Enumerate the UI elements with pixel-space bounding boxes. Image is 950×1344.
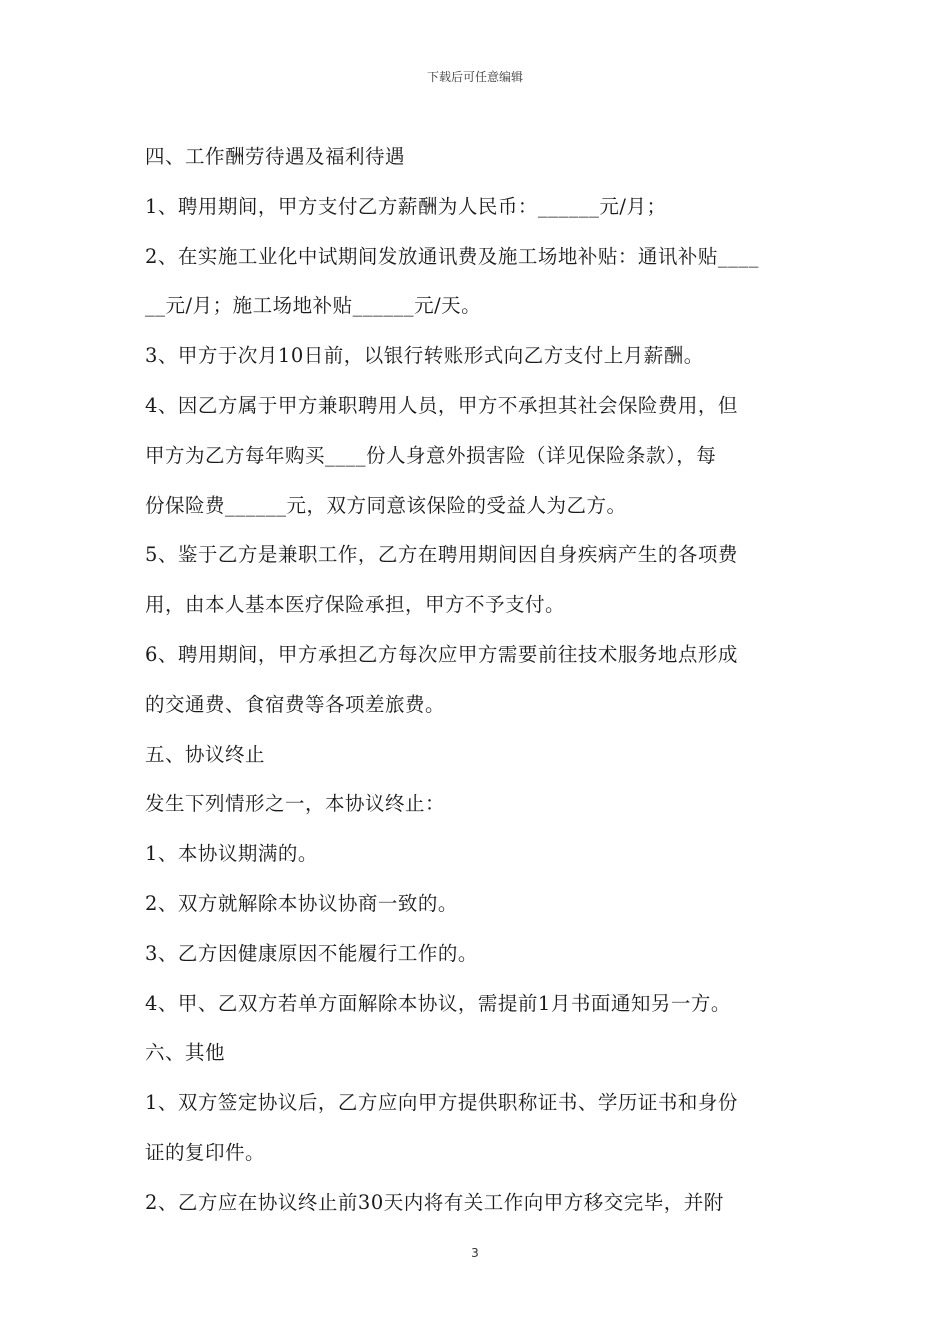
paragraph-line: 2、在实施工业化中试期间发放通讯费及施工场地补贴：通讯补贴____ — [145, 244, 759, 268]
paragraph-line: 份保险费______元，双方同意该保险的受益人为乙方。 — [145, 493, 627, 517]
paragraph-line: 1、双方签定协议后，乙方应向甲方提供职称证书、学历证书和身份 — [145, 1091, 738, 1115]
section-heading-compensation: 四、工作酬劳待遇及福利待遇 — [145, 145, 406, 168]
paragraph-line: 5、鉴于乙方是兼职工作，乙方在聘用期间因自身疾病产生的各项费 — [145, 543, 738, 567]
paragraph-line: 1、聘用期间，甲方支付乙方薪酬为人民币：______元/月； — [145, 194, 667, 218]
paragraph-line: 3、甲方于次月10日前，以银行转账形式向乙方支付上月薪酬。 — [145, 344, 704, 368]
paragraph-line: 4、因乙方属于甲方兼职聘用人员，甲方不承担其社会保险费用，但 — [145, 393, 738, 417]
paragraph-line: 2、双方就解除本协议协商一致的。 — [145, 891, 458, 915]
paragraph-line: 的交通费、食宿费等各项差旅费。 — [145, 692, 446, 716]
paragraph-line: 发生下列情形之一，本协议终止： — [145, 792, 446, 816]
paragraph-line: 1、本协议期满的。 — [145, 842, 318, 866]
paragraph-line: 甲方为乙方每年购买____份人身意外损害险（详见保险条款），每 — [145, 443, 717, 467]
paragraph-line: 4、甲、乙双方若单方面解除本协议，需提前1月书面通知另一方。 — [145, 991, 731, 1015]
paragraph-line: 用，由本人基本医疗保险承担，甲方不予支付。 — [145, 593, 566, 617]
header-note: 下载后可任意编辑 — [426, 70, 523, 84]
paragraph-line: 2、乙方应在协议终止前30天内将有关工作向甲方移交完毕，并附 — [145, 1190, 724, 1214]
section-heading-termination: 五、协议终止 — [145, 742, 266, 766]
paragraph-line: 3、乙方因健康原因不能履行工作的。 — [145, 941, 478, 965]
paragraph-line: 6、聘用期间，甲方承担乙方每次应甲方需要前往技术服务地点形成 — [145, 642, 738, 666]
document-body — [145, 132, 835, 1228]
page-number: 3 — [471, 1246, 479, 1260]
paragraph-line: 证的复印件。 — [145, 1140, 266, 1164]
paragraph-line: __元/月；施工场地补贴______元/天。 — [145, 294, 482, 318]
section-heading-other: 六、其他 — [145, 1041, 226, 1065]
